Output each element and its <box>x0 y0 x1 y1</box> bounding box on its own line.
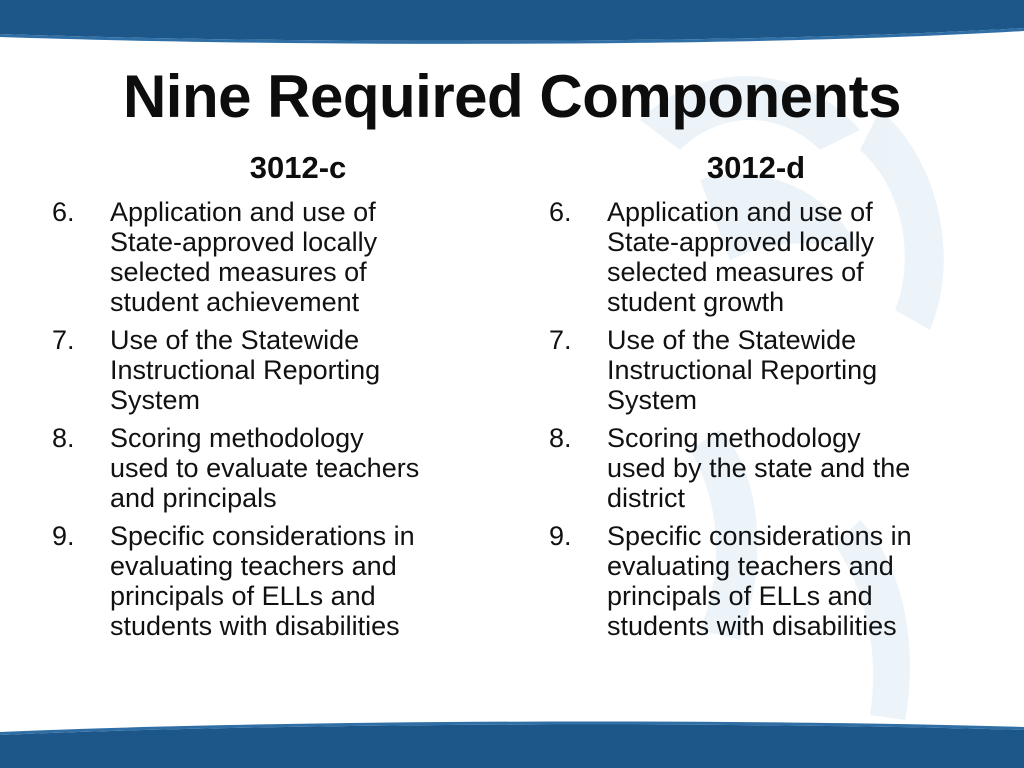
item-number: 8. <box>549 423 572 453</box>
list-item <box>549 521 989 641</box>
slide-title: Nine Required Components <box>122 63 902 130</box>
item-text: Use of the Statewide Instructional Reporting System <box>607 325 878 415</box>
list-item <box>549 197 989 317</box>
item-text: Use of the Statewide Instructional Reporting System <box>110 325 381 415</box>
item-text: Scoring methodology used by the state and the district <box>607 423 911 513</box>
list-item <box>549 325 989 415</box>
component-list <box>549 197 989 641</box>
item-number: 7. <box>549 325 572 355</box>
item-number: 9. <box>52 521 75 551</box>
item-text: Application and use of State-approved locally selected measures of student achievement <box>110 197 378 317</box>
item-text: Specific considerations in evaluating teachers and principals of ELLs and students with disabilities <box>110 521 415 641</box>
item-text: Scoring methodology used to evaluate teachers and principals <box>110 423 420 513</box>
column-3012-d <box>549 197 989 649</box>
list-item <box>52 325 492 415</box>
item-number: 6. <box>549 197 572 227</box>
item-number: 9. <box>549 521 572 551</box>
list-item <box>52 521 492 641</box>
list-item <box>52 197 492 317</box>
item-text: Specific considerations in evaluating teachers and principals of ELLs and students with disabilities <box>607 521 912 641</box>
column-3012-c <box>52 197 492 649</box>
item-text: Application and use of State-approved locally selected measures of student growth <box>607 197 875 317</box>
list-item <box>52 423 492 513</box>
bottom-band <box>0 725 1024 768</box>
top-band <box>0 0 1024 41</box>
column-heading-3012-d: 3012-d <box>706 150 806 185</box>
item-number: 8. <box>52 423 75 453</box>
column-heading-3012-c: 3012-c <box>249 150 347 185</box>
list-item <box>549 423 989 513</box>
item-number: 6. <box>52 197 75 227</box>
component-list <box>52 197 492 641</box>
item-number: 7. <box>52 325 75 355</box>
